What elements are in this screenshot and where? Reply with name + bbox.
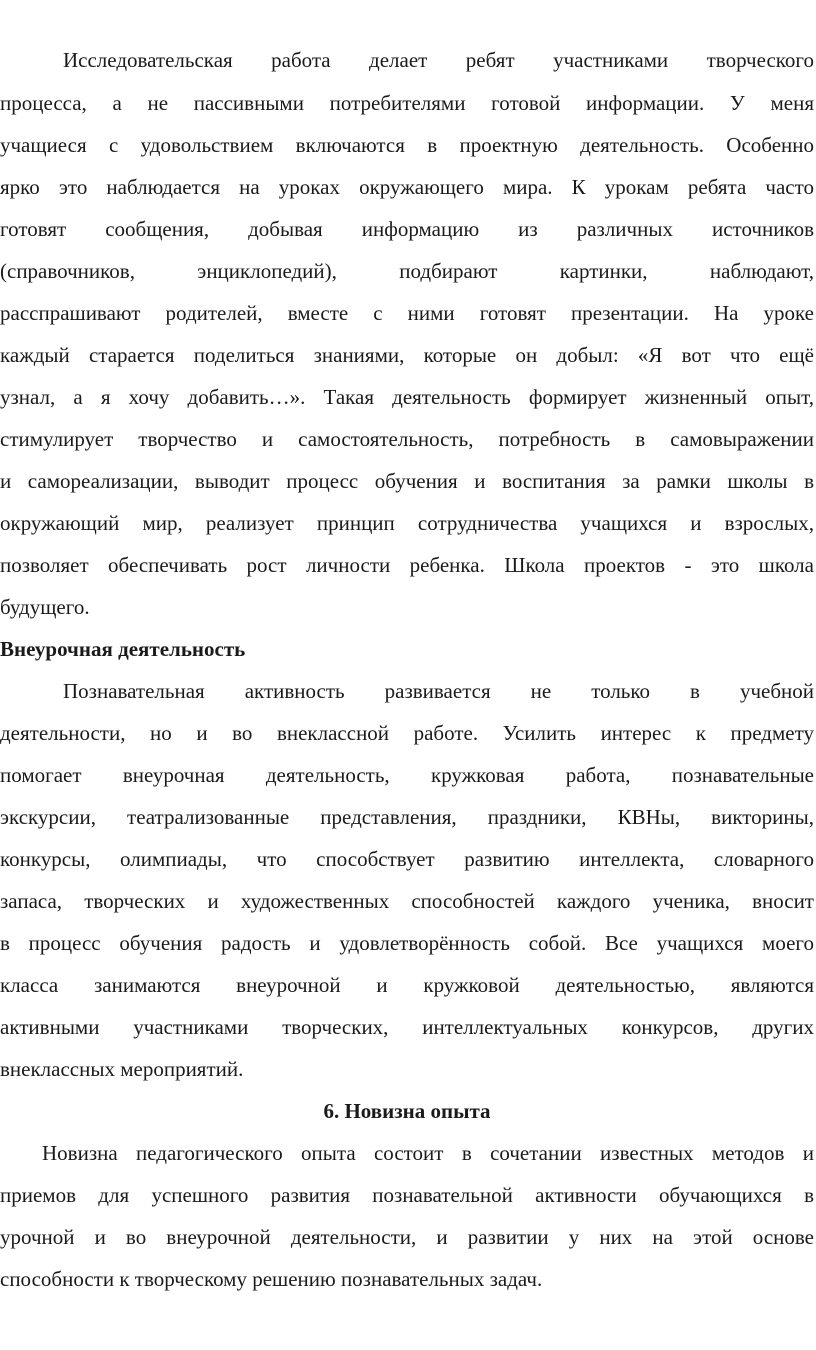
- text-line: Исследовательская работа делает ребят участниками творческого: [63, 48, 814, 72]
- text-line: деятельности, но и во внеклассной работе. Усилить интерес к предмету: [0, 721, 814, 745]
- text-line: активными участниками творческих, интеллектуальных конкурсов, других: [0, 1015, 814, 1039]
- text-line: урочной и во внеурочной деятельности, и развитии у них на этой основе: [0, 1225, 814, 1249]
- text-line: Новизна педагогического опыта состоит в сочетании известных методов и: [42, 1141, 814, 1165]
- text-line: запаса, творческих и художественных способностей каждого ученика, вносит: [0, 889, 814, 913]
- text-line: будущего.: [0, 595, 90, 619]
- text-line: Познавательная активность развивается не только в учебной: [63, 679, 814, 703]
- text-line: в процесс обучения радость и удовлетворённость собой. Все учащихся моего: [0, 931, 814, 955]
- text-line: стимулирует творчество и самостоятельность, потребность в самовыражении: [0, 427, 814, 451]
- text-line: приемов для успешного развития познавательной активности обучающихся в: [0, 1183, 814, 1207]
- text-line: помогает внеурочная деятельность, кружковая работа, познавательные: [0, 763, 814, 787]
- text-line: расспрашивают родителей, вместе с ними готовят презентации. На уроке: [0, 301, 814, 325]
- text-line: ярко это наблюдается на уроках окружающего мира. К урокам ребята часто: [0, 175, 814, 199]
- text-line: экскурсии, театрализованные представления, праздники, КВНы, викторины,: [0, 805, 814, 829]
- text-line: класса занимаются внеурочной и кружковой деятельностью, являются: [0, 973, 814, 997]
- section-heading: 6. Новизна опыта: [323, 1099, 491, 1123]
- text-line: процесса, а не пассивными потребителями готовой информации. У меня: [0, 91, 814, 115]
- text-line: готовят сообщения, добывая информацию из различных источников: [0, 217, 814, 241]
- text-line: конкурсы, олимпиады, что способствует развитию интеллекта, словарного: [0, 847, 814, 871]
- section-heading: Внеурочная деятельность: [0, 637, 246, 661]
- text-line: (справочников, энциклопедий), подбирают картинки, наблюдают,: [0, 259, 814, 283]
- text-line: позволяет обеспечивать рост личности ребенка. Школа проектов - это школа: [0, 553, 814, 577]
- text-line: способности к творческому решению познавательных задач.: [0, 1267, 543, 1291]
- text-line: узнал, а я хочу добавить…». Такая деятельность формирует жизненный опыт,: [0, 385, 814, 409]
- text-line: и самореализации, выводит процесс обучения и воспитания за рамки школы в: [0, 469, 814, 493]
- text-line: окружающий мир, реализует принцип сотрудничества учащихся и взрослых,: [0, 511, 814, 535]
- text-line: внеклассных мероприятий.: [0, 1057, 244, 1081]
- text-line: каждый старается поделиться знаниями, которые он добыл: «Я вот что ещё: [0, 343, 814, 367]
- text-line: учащиеся с удовольствием включаются в проектную деятельность. Особенно: [0, 133, 814, 157]
